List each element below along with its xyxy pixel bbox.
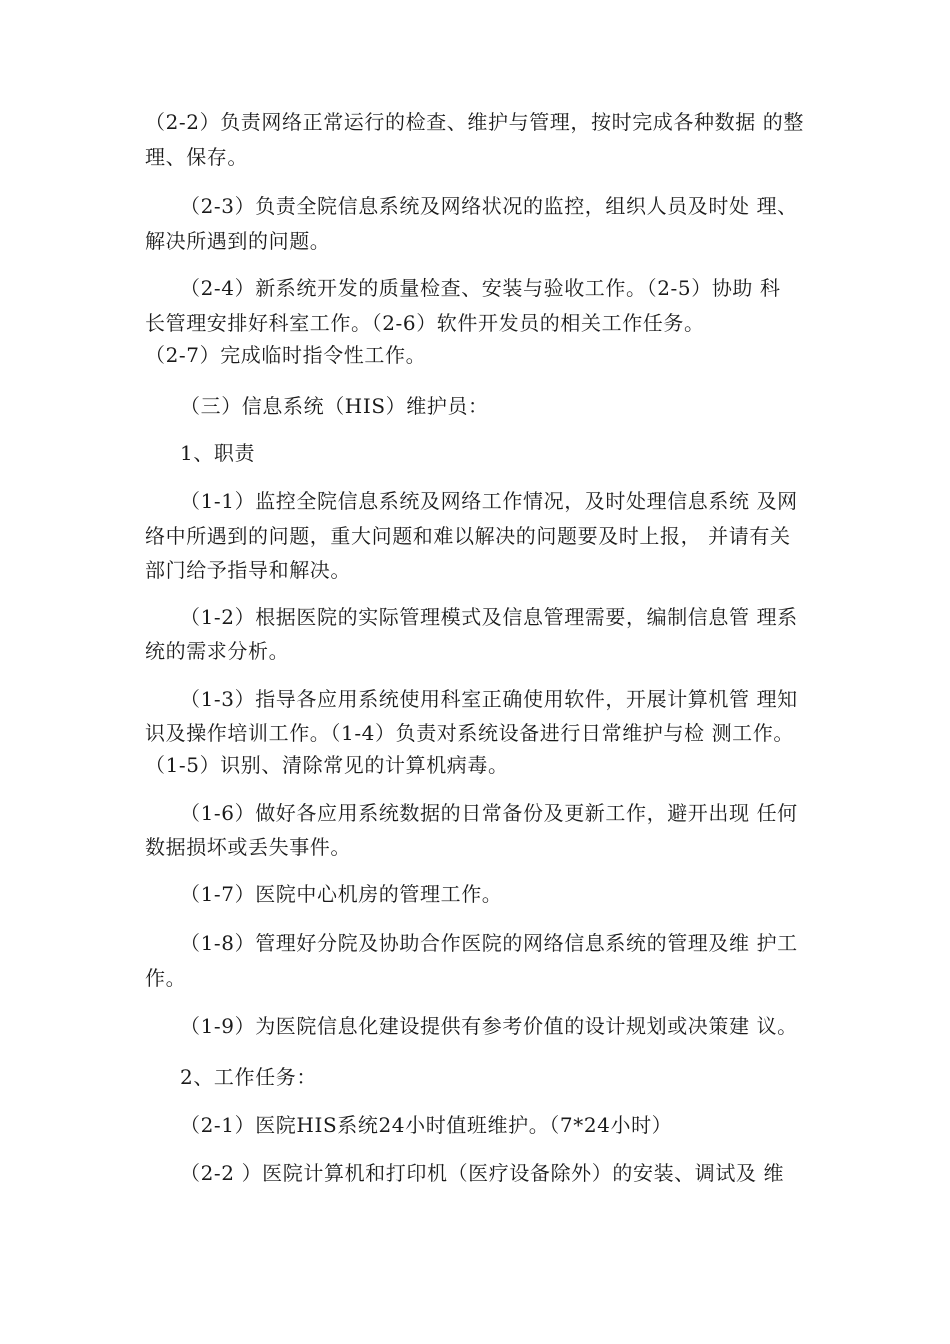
text-line: （2-2）负责网络正常运行的检查、维护与管理，按时完成各种数据 的整: [145, 110, 804, 134]
text-line: （1-3）指导各应用系统使用科室正确使用软件，开展计算机管 理知: [180, 687, 798, 711]
text-line: （2-1）医院HIS系统24小时值班维护。（7*24小时）: [180, 1113, 673, 1137]
text-line: （2-4）新系统开发的质量检查、安装与验收工作。（2-5）协助 科: [180, 276, 781, 300]
text-line: （1-5）识别、清除常见的计算机病毒。: [145, 753, 509, 777]
text-line: （1-2）根据医院的实际管理模式及信息管理需要，编制信息管 理系: [180, 605, 798, 629]
text-line: 络中所遇到的问题，重大问题和难以解决的问题要及时上报， 并请有关: [145, 524, 791, 548]
text-line: （1-7）医院中心机房的管理工作。: [180, 882, 503, 906]
text-line: （2-3）负责全院信息系统及网络状况的监控，组织人员及时处 理、: [180, 194, 798, 218]
text-line: （1-6）做好各应用系统数据的日常备份及更新工作，避开出现 任何: [180, 801, 798, 825]
text-line: 作。: [145, 966, 187, 990]
text-line: （1-8）管理好分院及协助合作医院的网络信息系统的管理及维 护工: [180, 931, 798, 955]
subsection-heading: 2、工作任务：: [180, 1065, 317, 1089]
text-line: 长管理安排好科室工作。（2-6）软件开发员的相关工作任务。: [145, 311, 705, 335]
text-line: 解决所遇到的问题。: [145, 229, 331, 253]
subsection-heading: 1、职责: [180, 441, 256, 465]
text-line: 部门给予指导和解决。: [145, 558, 351, 582]
text-line: （1-1）监控全院信息系统及网络工作情况，及时处理信息系统 及网: [180, 489, 798, 513]
section-heading: （三）信息系统（HIS）维护员：: [180, 394, 489, 418]
text-line: （1-9）为医院信息化建设提供有参考价值的设计规划或决策建 议。: [180, 1014, 798, 1038]
text-line: 识及操作培训工作。（1-4）负责对系统设备进行日常维护与检 测工作。: [145, 721, 794, 745]
text-line: （2-7）完成临时指令性工作。: [145, 343, 427, 367]
text-line: 统的需求分析。: [145, 639, 290, 663]
text-line: 数据损坏或丢失事件。: [145, 835, 351, 859]
text-line: 理、保存。: [145, 145, 248, 169]
text-line: （2-2 ）医院计算机和打印机（医疗设备除外）的安装、调试及 维: [180, 1161, 785, 1185]
